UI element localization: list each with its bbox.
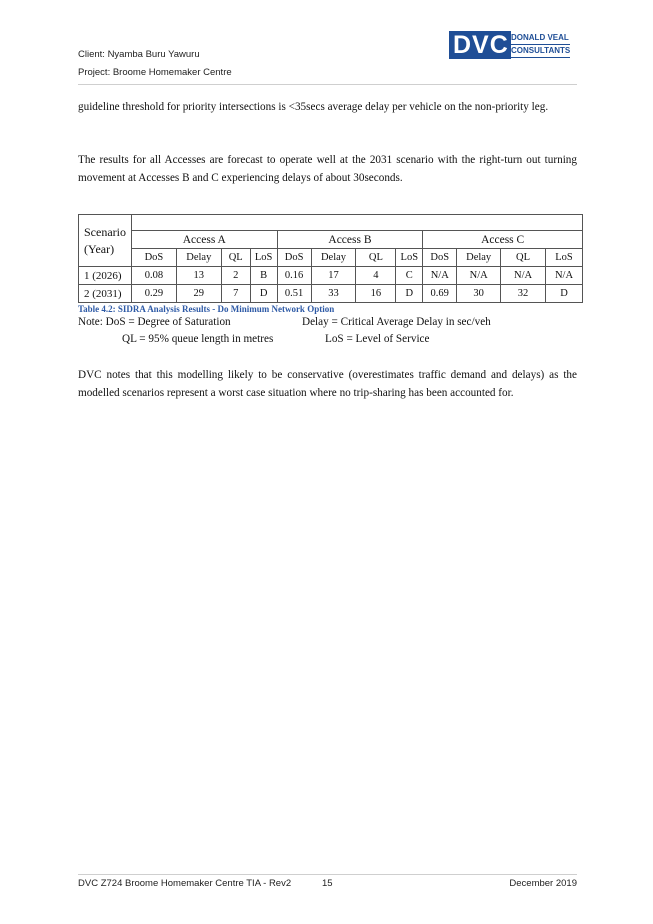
table-cell: 2 bbox=[221, 267, 250, 285]
footer-divider bbox=[78, 874, 577, 875]
footer-document: DVC Z724 Broome Homemaker Centre TIA - Rev2 bbox=[78, 878, 292, 889]
subheader-delay: Delay bbox=[176, 249, 221, 267]
table-row bbox=[79, 267, 583, 285]
sidra-results-table bbox=[78, 214, 583, 303]
table-cell: 30 bbox=[457, 285, 501, 303]
table-cell: D bbox=[545, 285, 582, 303]
dvc-logo bbox=[449, 31, 577, 59]
subheader-dos: DoS bbox=[131, 249, 176, 267]
subheader-ql: QL bbox=[221, 249, 250, 267]
table-cell: 0.69 bbox=[423, 285, 457, 303]
table-cell: C bbox=[396, 267, 423, 285]
table-cell: 0.08 bbox=[131, 267, 176, 285]
table-cell: 13 bbox=[176, 267, 221, 285]
group-header-access-b: Access B bbox=[277, 231, 423, 249]
subheader-los: LoS bbox=[545, 249, 582, 267]
logo-line-2: CONSULTANTS bbox=[511, 45, 570, 58]
table-cell: 7 bbox=[221, 285, 250, 303]
row-label: 1 (2026) bbox=[79, 267, 132, 285]
logo-letters: DVC bbox=[449, 31, 511, 59]
paragraph-conservative: DVC notes that this modelling likely to be conservative (overestimates traffic demand and delays) as the modelled scenarios represent a worst case situation where no trip-sharing has been accounted for. bbox=[78, 369, 577, 399]
table-cell: 32 bbox=[501, 285, 546, 303]
table-cell: D bbox=[250, 285, 277, 303]
table-cell: 4 bbox=[356, 267, 396, 285]
group-header-access-a: Access A bbox=[131, 231, 277, 249]
table-cell: 29 bbox=[176, 285, 221, 303]
note-delay: Delay = Critical Average Delay in sec/veh bbox=[302, 316, 491, 328]
subheader-los: LoS bbox=[396, 249, 423, 267]
table-cell: 0.51 bbox=[277, 285, 311, 303]
table-cell: N/A bbox=[457, 267, 501, 285]
table-caption: Table 4.2: SIDRA Analysis Results - Do Minimum Network Option bbox=[78, 304, 335, 314]
scenario-header: Scenario (Year) bbox=[79, 215, 132, 267]
logo-line-1: DONALD VEAL bbox=[511, 32, 570, 45]
table-cell: B bbox=[250, 267, 277, 285]
footer-page-number: 15 bbox=[322, 878, 333, 889]
table-cell: N/A bbox=[501, 267, 546, 285]
table-row bbox=[79, 285, 583, 303]
subheader-ql: QL bbox=[356, 249, 396, 267]
note-ql: QL = 95% queue length in metres bbox=[122, 333, 274, 345]
note-los: LoS = Level of Service bbox=[325, 333, 430, 345]
header-divider bbox=[78, 84, 577, 85]
subheader-los: LoS bbox=[250, 249, 277, 267]
subheader-ql: QL bbox=[501, 249, 546, 267]
subheader-dos: DoS bbox=[277, 249, 311, 267]
subheader-dos: DoS bbox=[423, 249, 457, 267]
table-cell: N/A bbox=[423, 267, 457, 285]
row-label: 2 (2031) bbox=[79, 285, 132, 303]
footer-date: December 2019 bbox=[509, 878, 577, 889]
table-cell: 0.29 bbox=[131, 285, 176, 303]
subheader-delay: Delay bbox=[311, 249, 356, 267]
table-cell: 17 bbox=[311, 267, 356, 285]
client-line: Client: Nyamba Buru Yawuru bbox=[78, 49, 200, 60]
paragraph-results: The results for all Accesses are forecast to operate well at the 2031 scenario with the right-turn out turning movement at Accesses B and C experiencing delays of about 30seconds. bbox=[78, 154, 577, 184]
group-header-access-c: Access C bbox=[423, 231, 583, 249]
subheader-delay: Delay bbox=[457, 249, 501, 267]
table-cell: 0.16 bbox=[277, 267, 311, 285]
table-cell: D bbox=[396, 285, 423, 303]
table-cell: N/A bbox=[545, 267, 582, 285]
table-cell: 16 bbox=[356, 285, 396, 303]
paragraph-threshold: guideline threshold for priority intersections is <35secs average delay per vehicle on the non-priority leg. bbox=[78, 101, 549, 113]
note-dos: Note: DoS = Degree of Saturation bbox=[78, 316, 231, 328]
table-cell: 33 bbox=[311, 285, 356, 303]
table-top-blank bbox=[131, 215, 582, 231]
project-line: Project: Broome Homemaker Centre bbox=[78, 67, 232, 78]
